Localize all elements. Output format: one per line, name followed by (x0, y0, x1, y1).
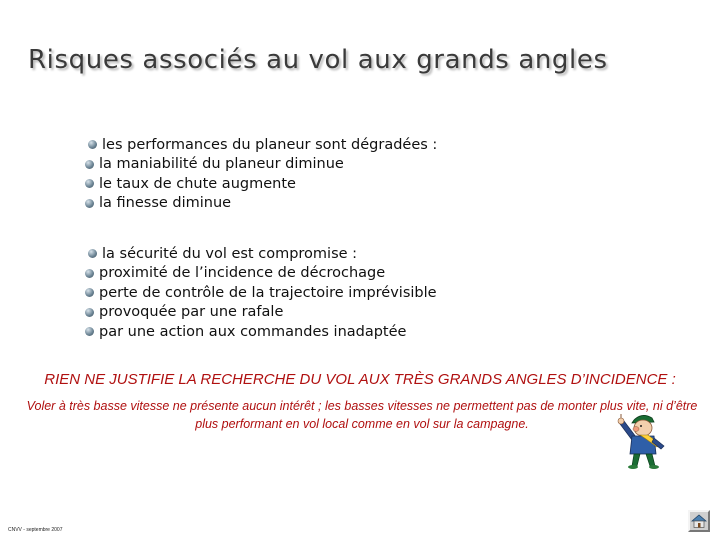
pilot-mascot-icon (612, 410, 684, 470)
list-item-text: par une action aux commandes inadaptée (99, 323, 407, 340)
performance-list (85, 135, 437, 213)
list-item-text: la finesse diminue (99, 195, 232, 212)
list-item-text: provoquée par une rafale (99, 304, 284, 321)
list-item (85, 303, 437, 323)
list-item-text: les performances du planeur sont dégradées : (102, 136, 438, 153)
sphere-bullet-icon (85, 179, 94, 188)
sphere-bullet-icon (85, 269, 94, 278)
list-item-text: la maniabilité du planeur diminue (99, 156, 344, 173)
sphere-bullet-icon (85, 288, 94, 297)
sphere-bullet-icon (85, 160, 94, 169)
list-item (85, 174, 437, 194)
slide-title: Risques associés au vol aux grands angles (28, 45, 608, 75)
list-item-text: proximité de l’incidence de décrochage (99, 265, 386, 282)
list-item-text: la sécurité du vol est compromise : (102, 245, 358, 262)
list-item (85, 322, 437, 342)
sphere-bullet-icon (88, 140, 97, 149)
sphere-bullet-icon (88, 249, 97, 258)
sphere-bullet-icon (85, 199, 94, 208)
sphere-bullet-icon (85, 327, 94, 336)
footer-credit: CNVV - septembre 2007 (8, 527, 63, 533)
list-item (85, 283, 437, 303)
list-item-text: le taux de chute augmente (99, 175, 296, 192)
sphere-bullet-icon (85, 308, 94, 317)
home-icon (691, 514, 707, 528)
list-item (85, 135, 437, 155)
list-item-text: perte de contrôle de la trajectoire imprévisible (99, 284, 437, 301)
warning-heading: RIEN NE JUSTIFIE LA RECHERCHE DU VOL AUX TRÈS GRANDS ANGLES D’INCIDENCE : (44, 371, 676, 388)
safety-list (85, 244, 437, 342)
home-button[interactable] (688, 510, 710, 532)
list-item (85, 264, 437, 284)
list-item (85, 194, 437, 214)
list-item (85, 155, 437, 175)
list-item (85, 244, 437, 264)
warning-text: Voler à très basse vitesse ne présente aucun intérêt ; les basses vitesses ne permettent pas de monter plus vite, ni d’être plus performant en vol local comme en vol sur la campagne. (26, 399, 698, 431)
